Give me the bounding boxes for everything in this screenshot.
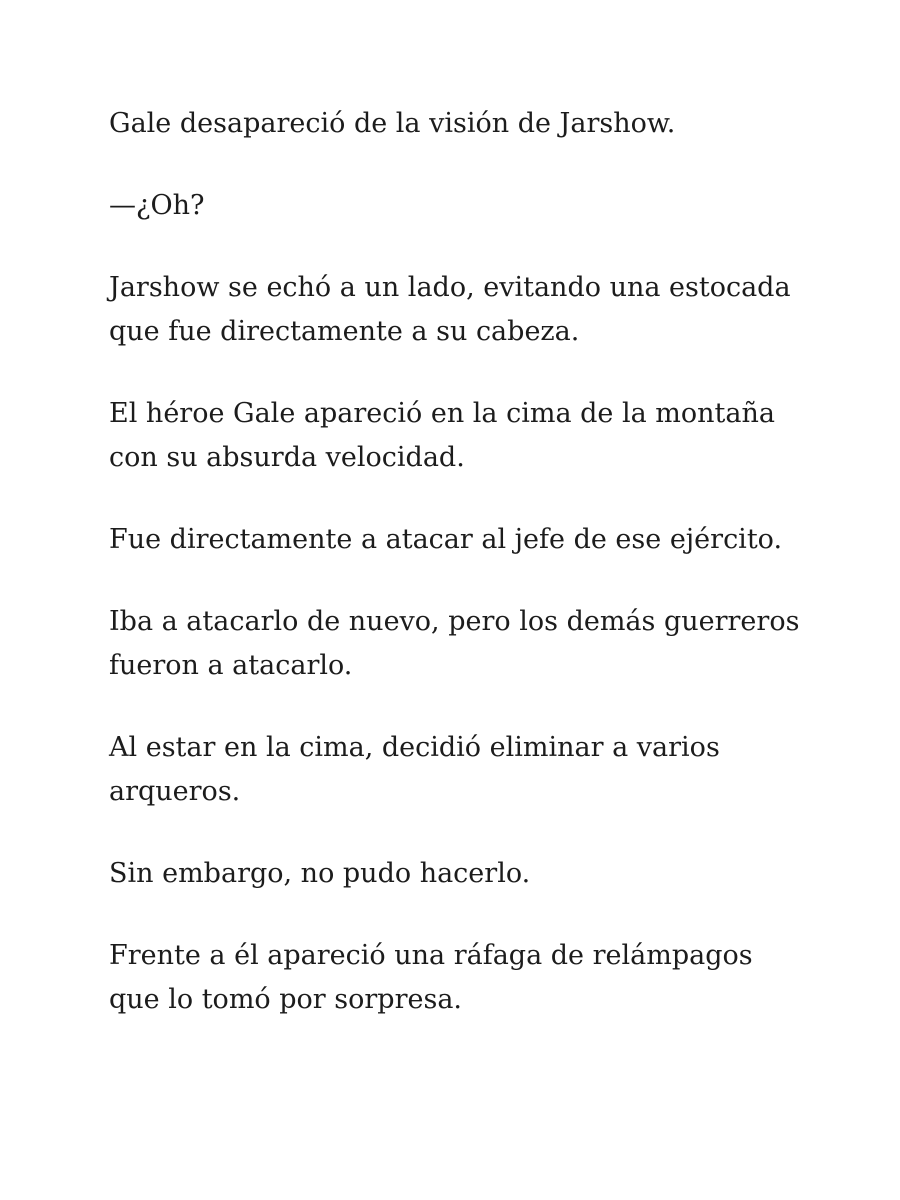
- paragraph: Jarshow se echó a un lado, evitando una estocada que fue directamente a su cabeza.: [109, 272, 791, 347]
- paragraph: —¿Oh?: [109, 190, 205, 221]
- paragraph: Sin embargo, no pudo hacerlo.: [109, 858, 531, 889]
- paragraph: Al estar en la cima, decidió eliminar a varios arqueros.: [109, 732, 720, 807]
- document-body: [109, 102, 809, 1060]
- paragraph: Frente a él apareció una ráfaga de relámpagos que lo tomó por sorpresa.: [109, 940, 753, 1015]
- paragraph: Gale desapareció de la visión de Jarshow.: [109, 108, 676, 139]
- paragraph: Iba a atacarlo de nuevo, pero los demás guerreros fueron a atacarlo.: [109, 606, 800, 681]
- paragraph: El héroe Gale apareció en la cima de la montaña con su absurda velocidad.: [109, 398, 775, 473]
- paragraph: Fue directamente a atacar al jefe de ese ejército.: [109, 524, 783, 555]
